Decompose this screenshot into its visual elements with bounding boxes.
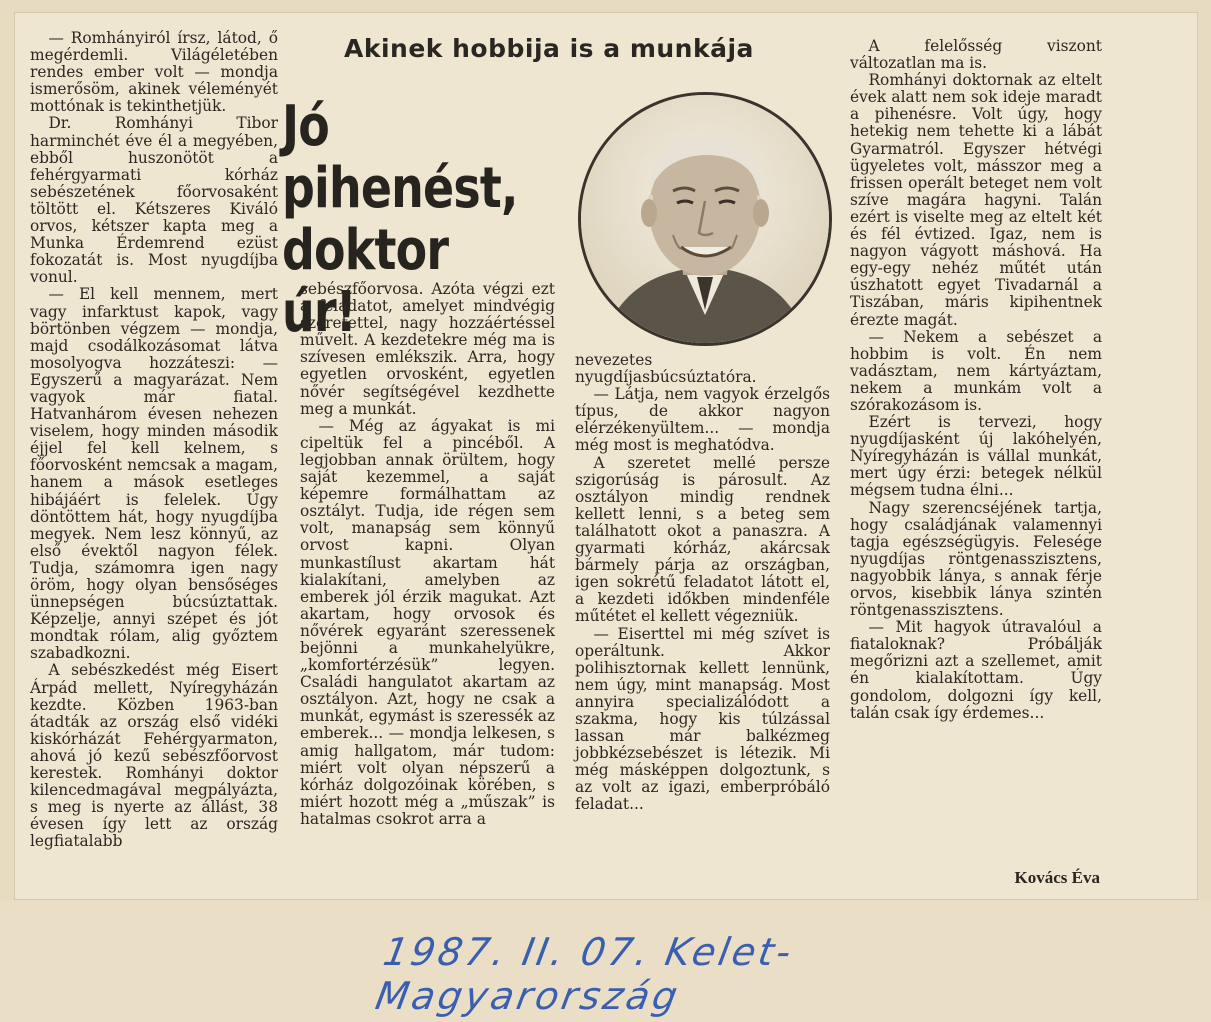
paragraph: — El kell mennem, mert vagy infarktust kapok, vagy börtönben végzem — mondja, majd csodálkozásomat látva mosolyogva hozzáteszi: — Egyszerű a magyarázat. Nem vagyok már fiatal. Hatvanhárom évesen nehezen viselem, hogy minden második éjjel fel kell kelnem, s főorvosként nemcsak a magam, hanem a mások esetleges hibájáért is felelek. Úgy döntöttem hát, hogy nyugdíjba megyek. Nem lesz könnyű, az első évektől nagyon félek. Tudja, számomra igen nagy öröm, hogy olyan bensőséges ünnepségen búcsúztattak. Képzelje, annyi szépet és jót mondtak rólam, alig győztem szabadkozni. (30, 285, 278, 663)
headline-line-2: doktor úr! (282, 218, 449, 345)
headline-line-1: Jó pihenést, (282, 94, 518, 221)
paragraph: Dr. Romhányi Tibor harminchét éve él a megyében, ebből huszonötöt a fehérgyarmati kórház sebészetének főorvosaként töltött el. Kétszeres Kiváló orvos, kétszer kapta meg a Munka Érdemrend ezüst fokozatát is. Most nyugdíjba vonul. (30, 114, 278, 287)
paragraph: nevezetes nyugdíjasbúcsúztatóra. (575, 351, 757, 387)
byline: Kovács Éva (1014, 868, 1100, 887)
paragraph: sebészfőorvosa. Azóta végzi ezt a feladatot, amelyet mindvégig szeretettel, nagy hozzáértéssel művelt. A kezdetekre még ma is szívesen emlékszik. Arra, hogy egyetlen orvosként, egyetlen nővér segítségével kezdhette meg a munkát. (300, 280, 555, 418)
paragraph: Nagy szerencséjének tartja, hogy családjának valamennyi tagja egészségügyis. Felesége nyugdíjas röntgenasszisztens, nagyobbik lánya, s annak férje orvos, kisebbik lánya szintén röntgenasszisztens. (850, 498, 1102, 620)
paragraph: A felelősség viszont változatlan ma is. (850, 37, 1102, 73)
paragraph: Romhányi doktornak az eltelt évek alatt nem sok ideje maradt a pihenésre. Volt úgy, hogy hetekig nem tehette ki a lábát Gyarmatról. Egyszer hétvégi ügyeletes volt, másszor meg a frissen operált beteget nem volt szíve magára hagyni. Talán ezért is viselte meg az eltelt két és fél évtized. Igaz, nem is nagyon vágyott máshová. Ha egy-egy nehéz műtét után úszhatott egyet Tivadarnál a Tiszában, máris kipihentnek érezte magát. (850, 71, 1102, 329)
paragraph: — Nekem a sebészet a hobbim is volt. Én nem vadásztam, nem kártyáztam, nekem a munkám volt a szórakozásom is. (850, 327, 1102, 414)
paragraph: A szeretet mellé persze szigorúság is párosult. Az osztályon mindig rendnek kellett lenni, s a beteg sem találhatott okot a panaszra. A gyarmati kórház, akárcsak bármely párja az országban, igen sokrétű feladatot látott el, a kezdeti időkben mindenféle műtétet el kellett végezniük. (575, 453, 830, 626)
paragraph: — Eiserttel mi még szívet is operáltunk. Akkor polihisztornak kellett lennünk, nem úgy, mint manapság. Most annyira specializálódott a szakma, hogy kis túlzással lassan már balkézmeg jobbkézsebészet is létezik. Mi még másképpen dolgoztunk, s az volt az igazi, emberpróbáló feladat... (575, 624, 830, 814)
paragraph: — Látja, nem vagyok érzelgős típus, de akkor nagyon elérzékenyültem... — mondja még most is meghatódva. (575, 385, 830, 455)
article-column-1 (30, 30, 278, 851)
paragraph: A sebészkedést még Eisert Árpád mellett, Nyíregyházán kezdte. Közben 1963-ban átadták az ország első vidéki kiskórházát Fehérgyarmaton, ahová jó kezű sebészfőorvost kerestek. Romhányi doktor kilencedmagával megpályázta, s meg is nyerte az állást, 38 évesen így lett az ország legfiatalabb (30, 661, 278, 851)
kicker: Akinek hobbija is a munkája (344, 34, 754, 63)
paragraph: — Mit hagyok útravalóul a fiataloknak? Próbálják megőrizni azt a szellemet, amit én kialakítottam. Úgy gondolom, dolgozni így kell, talán csak így érdemes... (850, 618, 1102, 722)
article-column-2 (300, 281, 555, 828)
portrait-photo (578, 92, 832, 346)
article-column-3 (575, 352, 830, 814)
paragraph: — Romhányiról írsz, látod, ő megérdemli. Világéletében rendes ember volt — mondja ismerősöm, akinek véleményét mottónak is tekinthetjük. (30, 29, 278, 116)
handwritten-date-note: 1987. II. 07. Kelet-Magyarország (372, 930, 798, 1018)
paragraph: — Még az ágyakat is mi cipeltük fel a pincéből. A legjobban annak örültem, hogy saját kezemmel, a saját képemre formálhattam az osztályt. Tudja, ide régen sem volt, manapság sem könnyű orvost kapni. Olyan munkastílust akartam hát kialakítani, amelyben az emberek jól érzik magukat. Azt akartam, hogy orvosok és nővérek egyaránt szeressenek bejönni a munkahelyükre, „komfortérzésük” legyen. Családi hangulatot akartam az osztályon. Azt, hogy ne csak a munkát, egymást is szeressék az emberek... — mondja lelkesen, s amig hallgatom, már tudom: miért volt olyan népszerű a kórház dolgozóinak körében, s miért hozott még a „műszak” is hatalmas csokrot arra a (300, 416, 555, 828)
paragraph: Ezért is tervezi, hogy nyugdíjasként új lakóhelyén, Nyíregyházán is vállal munkát, mert úgy érzi: betegek nélkül mégsem tudna élni... (850, 413, 1102, 500)
portrait-of-doctor-icon (581, 95, 829, 343)
article-column-4 (850, 38, 1102, 722)
